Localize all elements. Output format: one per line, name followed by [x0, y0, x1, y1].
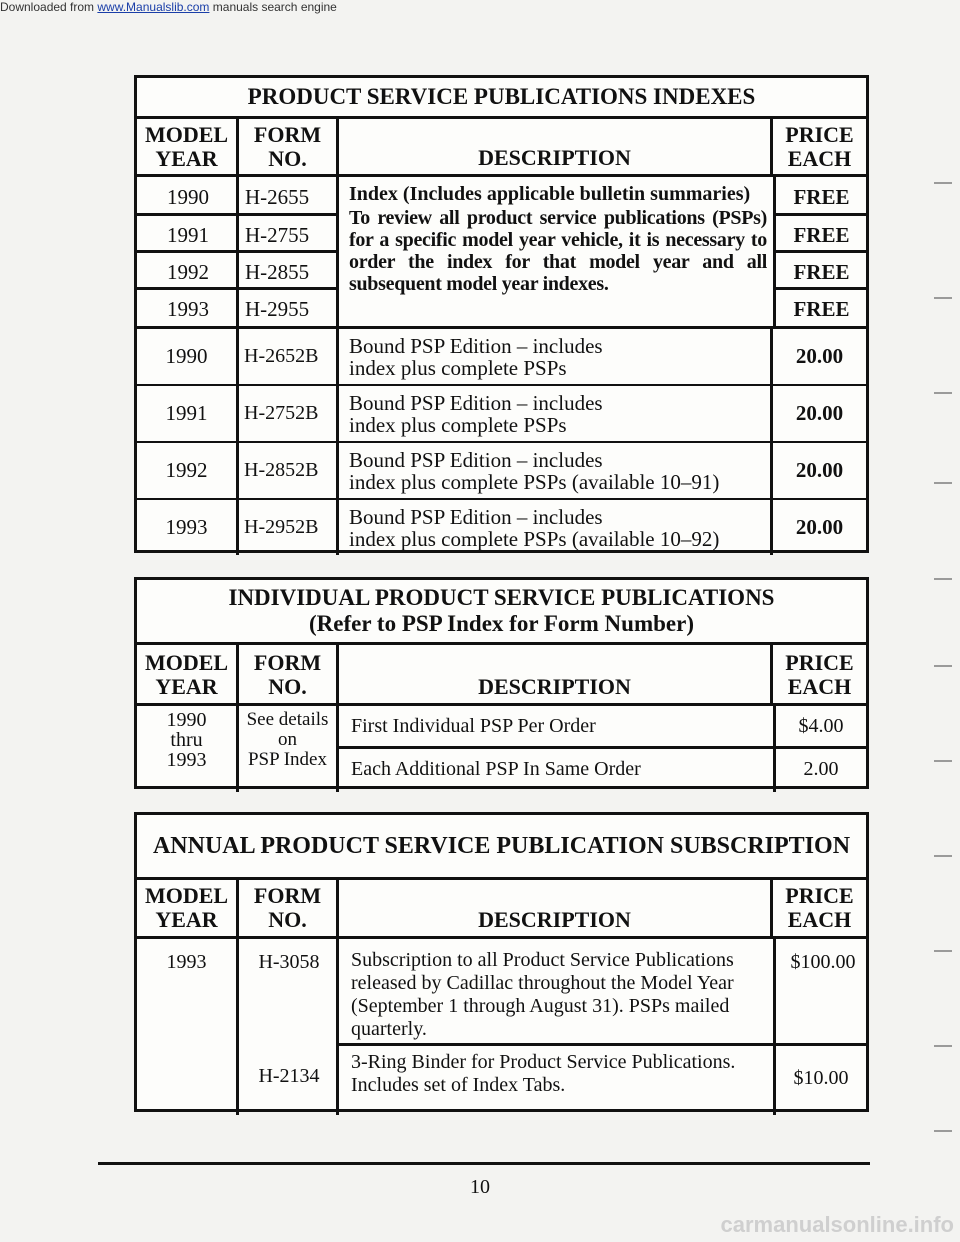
subscription-body	[137, 939, 866, 1115]
header-model-year: MODEL YEAR	[137, 645, 239, 703]
individual-psp-title: INDIVIDUAL PRODUCT SERVICE PUBLICATIONS (Refer to PSP Index for Form Number)	[137, 580, 866, 645]
subscription-table	[134, 812, 869, 1112]
edge-mark	[934, 392, 952, 394]
page-number: 10	[470, 1176, 490, 1198]
years-cell: 1990 thru 1993	[137, 706, 239, 792]
row-description: Bound PSP Edition – includes index plus complete PSPs	[339, 386, 773, 441]
row-year: 1990	[167, 185, 209, 209]
row-price: FREE	[793, 260, 850, 284]
row-description: Bound PSP Edition – includes index plus complete PSPs (available 10–91)	[339, 443, 773, 498]
row-description: 3-Ring Binder for Product Service Publications. Includes set of Index Tabs.	[351, 1051, 736, 1096]
bound-row	[137, 329, 866, 386]
row-description: Bound PSP Edition – includes index plus complete PSPs	[339, 329, 773, 384]
header-description: DESCRIPTION	[339, 880, 773, 936]
row-price: 2.00	[803, 758, 839, 780]
row-form: H-2134	[258, 1065, 320, 1087]
edge-mark	[934, 182, 952, 184]
edge-mark	[934, 297, 952, 299]
header-model-year: MODEL YEAR	[137, 880, 239, 936]
header-model-year: MODEL YEAR	[137, 119, 239, 174]
edge-mark	[934, 760, 952, 762]
edge-mark	[934, 855, 952, 857]
row-form: H-2852B	[239, 443, 339, 498]
row-year: 1991	[137, 386, 239, 441]
subscription-title: ANNUAL PRODUCT SERVICE PUBLICATION SUBSCRIPTION	[137, 815, 866, 880]
row-description: Subscription to all Product Service Publications released by Cadillac throughout the Model Year (September 1 through August 31). PSPs mailed quarterly.	[351, 949, 734, 1040]
row-price: $10.00	[793, 1067, 849, 1089]
header-form-no: FORM NO.	[239, 119, 339, 174]
form-cell: See details on PSP Index	[239, 706, 339, 792]
row-year: 1993	[137, 500, 239, 555]
bound-row	[137, 500, 866, 555]
row-form: H-2752B	[239, 386, 339, 441]
row-form: H-2952B	[239, 500, 339, 555]
row-year: 1991	[167, 223, 209, 247]
row-price: FREE	[793, 223, 850, 247]
indexes-table	[134, 75, 869, 553]
row-form: H-2652B	[239, 329, 339, 384]
bound-row	[137, 386, 866, 443]
row-price: 20.00	[795, 344, 844, 368]
banner-prefix: Downloaded from	[0, 0, 98, 14]
edge-mark	[934, 950, 952, 952]
footer-rule	[98, 1162, 870, 1165]
individual-psp-header	[137, 645, 866, 706]
edge-mark	[934, 578, 952, 580]
edge-mark	[934, 1045, 952, 1047]
indexes-table-header	[137, 119, 866, 177]
row-price: FREE	[793, 185, 850, 209]
row-year: 1993	[167, 297, 209, 321]
row-description: Bound PSP Edition – includes index plus complete PSPs (available 10–92)	[339, 500, 773, 555]
row-description: First Individual PSP Per Order	[351, 715, 596, 737]
header-description: DESCRIPTION	[339, 119, 773, 174]
header-form-no: FORM NO.	[239, 645, 339, 703]
edge-mark	[934, 665, 952, 667]
row-price: FREE	[793, 297, 850, 321]
row-form: H-2955	[245, 297, 310, 321]
row-form: H-2855	[245, 260, 310, 284]
edge-mark	[934, 1130, 952, 1132]
row-year: 1990	[137, 329, 239, 384]
row-year: 1992	[167, 260, 209, 284]
row-form: H-2755	[245, 223, 310, 247]
free-index-block	[137, 177, 866, 329]
row-price: 20.00	[795, 458, 844, 482]
subscription-header	[137, 880, 866, 939]
header-form-no: FORM NO.	[239, 880, 339, 936]
row-form: H-2655	[245, 185, 310, 209]
download-banner	[0, 0, 337, 14]
row-form: H-3058	[258, 951, 320, 973]
row-description: Each Additional PSP In Same Order	[351, 758, 641, 780]
row-price: $100.00	[790, 951, 856, 973]
edge-mark	[934, 482, 952, 484]
individual-psp-body	[137, 706, 866, 792]
row-price: 20.00	[795, 401, 844, 425]
row-price: $4.00	[798, 715, 844, 737]
header-description: DESCRIPTION	[339, 645, 773, 703]
row-year: 1993	[137, 939, 239, 1115]
free-index-description: Index (Includes applicable bulletin summaries) To review all product service publications (PSPs) for a specific model year vehicle, it is necessary to order the index for that model year and all subsequent model year indexes.	[349, 183, 767, 295]
banner-suffix: manuals search engine	[209, 0, 337, 14]
individual-psp-table	[134, 577, 869, 789]
header-price-each: PRICE EACH	[785, 883, 854, 932]
manualslib-link[interactable]: www.Manualslib.com	[97, 0, 210, 14]
watermark: carmanualsonline.info	[720, 1212, 954, 1237]
row-price: 20.00	[795, 515, 844, 539]
indexes-table-title: PRODUCT SERVICE PUBLICATIONS INDEXES	[137, 78, 866, 119]
header-price-each: PRICE EACH	[785, 650, 854, 699]
header-price-each: PRICE EACH	[785, 122, 854, 171]
row-year: 1992	[137, 443, 239, 498]
bound-row	[137, 443, 866, 500]
